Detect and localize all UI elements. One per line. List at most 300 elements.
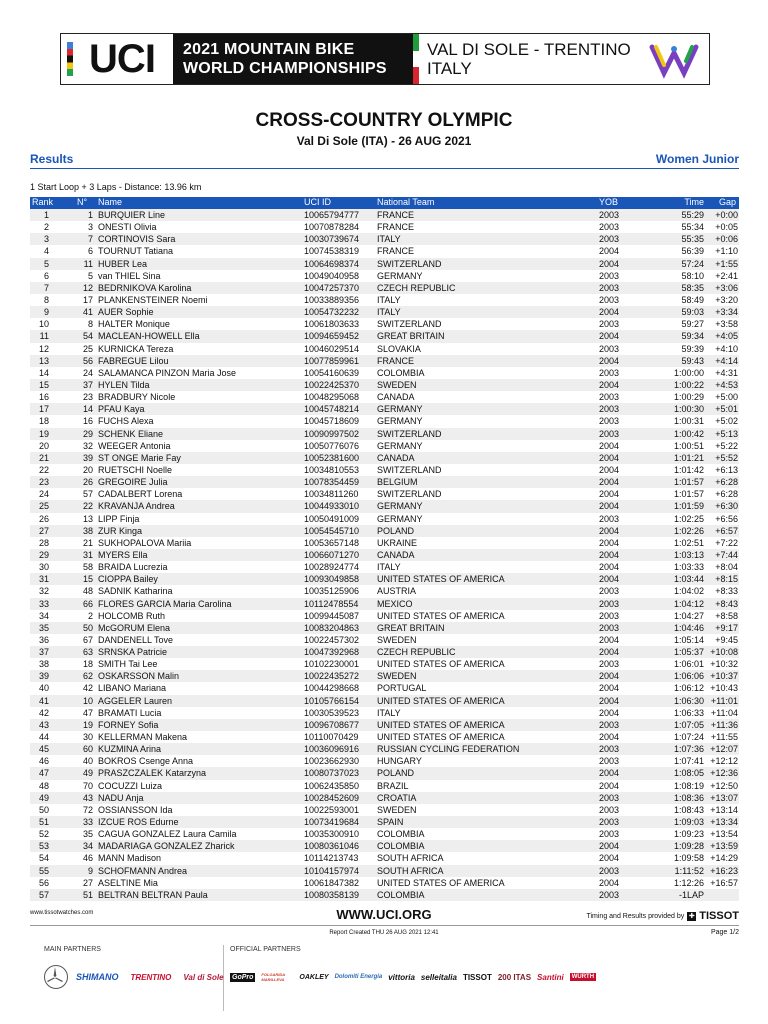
cell-yob: 2004 — [599, 647, 620, 658]
cell-yob: 2004 — [599, 562, 620, 573]
cell-time: 59:27 — [681, 319, 704, 330]
main-partners-logos — [44, 962, 236, 992]
cell-rank: 11 — [39, 331, 49, 342]
cell-name: CADALBERT Lorena — [98, 489, 183, 500]
venue-line-2: ITALY — [427, 59, 472, 78]
cell-name: SUKHOPALOVA Mariia — [98, 537, 192, 548]
table-row — [30, 415, 739, 427]
cell-yob: 2003 — [599, 744, 620, 755]
cell-uci: 10114213743 — [304, 853, 359, 864]
cell-bib: 23 — [82, 392, 93, 403]
table-row — [30, 500, 739, 512]
cell-uci: 10078354459 — [304, 477, 360, 488]
cell-name: GREGOIRE Julia — [98, 477, 168, 488]
cell-nat: GERMANY — [377, 270, 423, 281]
cell-gap: +10:43 — [710, 683, 738, 694]
cell-rank: 12 — [38, 343, 49, 354]
cell-name: ASELTINE Mia — [98, 877, 158, 888]
cell-uci: 10077859961 — [304, 355, 360, 366]
tissot-site[interactable]: www.tissotwatches.com — [30, 910, 94, 916]
cell-bib: 60 — [82, 744, 93, 755]
cell-nat: CZECH REPUBLIC — [377, 647, 456, 658]
table-row — [30, 755, 739, 767]
cell-name: BRAMATI Lucia — [98, 707, 162, 718]
cell-uci: 10096708677 — [304, 719, 360, 730]
cell-bib: 9 — [87, 865, 93, 876]
tissot-logo-icon: ✚ — [688, 912, 695, 920]
cell-time: 55:35 — [681, 234, 704, 245]
cell-gap: +12:12 — [710, 756, 738, 767]
cell-nat: HUNGARY — [377, 756, 422, 767]
cell-gap: +13:54 — [710, 829, 738, 840]
cell-nat: AUSTRIA — [377, 586, 417, 597]
cell-name: TOURNUT Tatiana — [98, 246, 174, 257]
val-di-sole-logo-icon — [639, 34, 709, 84]
cell-gap: +8:04 — [715, 562, 738, 573]
cell-name: MADARIAGA GONZALEZ Zharick — [98, 841, 235, 852]
cell-rank: 22 — [38, 464, 49, 475]
official-partners-label: OFFICIAL PARTNERS — [230, 946, 301, 953]
cell-gap: +6:28 — [715, 477, 738, 488]
cell-gap: +8:58 — [715, 610, 738, 621]
cell-rank: 2 — [43, 222, 49, 233]
table-row — [30, 318, 739, 330]
table-row — [30, 306, 739, 318]
cell-time: 59:03 — [681, 307, 704, 318]
cell-uci: 10022425370 — [304, 379, 360, 390]
cell-bib: 31 — [82, 549, 93, 560]
cell-name: SCHENK Eliane — [98, 428, 164, 439]
cell-uci: 10034811260 — [304, 489, 359, 500]
venue-line-1: VAL DI SOLE - TRENTINO — [427, 40, 631, 59]
cell-yob: 2003 — [599, 319, 620, 330]
cell-bib: 24 — [82, 367, 93, 378]
cell-rank: 44 — [38, 732, 49, 743]
cell-time: 1:07:05 — [673, 719, 704, 730]
cell-name: MANN Madison — [98, 853, 162, 864]
cell-name: OSKARSSON Malin — [98, 671, 180, 682]
cell-gap: +11:55 — [710, 732, 738, 743]
cell-time: 1:00:30 — [673, 404, 704, 415]
header-divider — [30, 168, 739, 169]
cell-rank: 20 — [38, 440, 49, 451]
cell-gap: +4:10 — [715, 343, 738, 354]
cell-time: 1:12:26 — [673, 877, 704, 888]
cell-uci: 10045718609 — [304, 416, 360, 427]
cell-rank: 6 — [43, 270, 49, 281]
timing-credit — [586, 910, 739, 922]
col-bib-header: N° — [77, 197, 88, 207]
section-results-label: Results — [30, 152, 74, 166]
table-row — [30, 707, 739, 719]
col-gap-header: Gap — [718, 197, 736, 207]
table-row — [30, 682, 739, 694]
partner-off-9: Santini — [537, 972, 564, 982]
footer-divider — [30, 925, 739, 926]
cell-bib: 11 — [83, 258, 93, 269]
cell-name: MYERS Ella — [98, 549, 148, 560]
cell-name: KRAVANJA Andrea — [98, 501, 175, 512]
cell-gap: +6:57 — [715, 525, 738, 536]
cell-rank: 50 — [38, 804, 49, 815]
cell-bib: 25 — [82, 343, 93, 354]
table-row — [30, 816, 739, 828]
cell-time: 1:04:02 — [673, 586, 704, 597]
cell-gap: +13:59 — [710, 841, 738, 852]
cell-yob: 2004 — [599, 853, 620, 864]
cell-name: IZCUE ROS Edurne — [98, 817, 179, 828]
table-row — [30, 804, 739, 816]
table-row — [30, 537, 739, 549]
cell-uci: 10048295068 — [304, 392, 360, 403]
table-row — [30, 513, 739, 525]
cell-name: KUZMINA Arina — [98, 744, 162, 755]
cell-rank: 31 — [38, 574, 49, 585]
cell-gap: +0:06 — [715, 234, 738, 245]
cell-rank: 13 — [38, 355, 49, 366]
cell-gap: +4:53 — [715, 379, 738, 390]
cell-time: 1:01:57 — [673, 477, 704, 488]
cell-nat: COLOMBIA — [377, 841, 425, 852]
cell-rank: 18 — [38, 416, 49, 427]
cell-rank: 34 — [38, 610, 49, 621]
cell-gap: +7:22 — [715, 537, 738, 548]
cell-gap: +0:00 — [715, 210, 738, 220]
cell-bib: 62 — [82, 671, 93, 682]
cell-yob: 2004 — [599, 440, 620, 451]
cell-yob: 2003 — [599, 234, 620, 245]
cell-rank: 43 — [38, 719, 49, 730]
table-row — [30, 658, 739, 670]
cell-yob: 2003 — [599, 294, 620, 305]
cell-rank: 46 — [38, 756, 49, 767]
cell-yob: 2004 — [599, 537, 620, 548]
cell-rank: 47 — [38, 768, 49, 779]
cell-nat: UNITED STATES OF AMERICA — [377, 659, 505, 670]
table-row — [30, 464, 739, 476]
cell-rank: 7 — [43, 282, 49, 293]
cell-name: WEEGER Antonia — [98, 440, 171, 451]
cell-yob: 2004 — [599, 477, 620, 488]
cell-name: CORTINOVIS Sara — [98, 234, 176, 245]
cell-bib: 14 — [82, 404, 93, 415]
cell-uci: 10054545710 — [304, 525, 360, 536]
cell-nat: SWITZERLAND — [377, 428, 442, 439]
cell-nat: ITALY — [377, 234, 401, 245]
table-row — [30, 743, 739, 755]
report-created: Report Created THU 26 AUG 2021 12:41 — [329, 930, 439, 936]
cell-name: CAGUA GONZALEZ Laura Camila — [98, 829, 237, 840]
cell-name: McGORUM Elena — [98, 622, 171, 633]
table-row — [30, 865, 739, 877]
cell-time: 1:00:29 — [673, 392, 704, 403]
cell-name: BRADBURY Nicole — [98, 392, 176, 403]
cell-nat: MEXICO — [377, 598, 413, 609]
cell-bib: 56 — [82, 355, 93, 366]
cell-rank: 16 — [38, 392, 49, 403]
cell-rank: 14 — [38, 367, 49, 378]
table-row — [30, 877, 739, 889]
cell-yob: 2004 — [599, 246, 620, 257]
table-row — [30, 343, 739, 355]
cell-rank: 36 — [38, 634, 49, 645]
cell-uci: 10050491009 — [304, 513, 360, 524]
cell-gap: +6:13 — [715, 464, 738, 475]
cell-rank: 25 — [38, 501, 49, 512]
cell-yob: 2003 — [599, 817, 620, 828]
cell-bib: 6 — [87, 246, 93, 257]
cell-gap: +11:36 — [710, 719, 738, 730]
cell-bib: 18 — [82, 659, 93, 670]
cell-name: HOLCOMB Ruth — [98, 610, 166, 621]
cell-name: PLANKENSTEINER Noemi — [98, 294, 208, 305]
cell-name: BRAIDA Lucrezia — [98, 562, 168, 573]
cell-time: 1:00:22 — [673, 379, 704, 390]
cell-name: HALTER Monique — [98, 319, 170, 330]
cell-name: SCHOFMANN Andrea — [98, 865, 188, 876]
header-banner — [60, 33, 710, 85]
cell-uci: 10094659452 — [304, 331, 360, 342]
cell-uci: 10022435272 — [304, 671, 360, 682]
table-row — [30, 634, 739, 646]
cell-yob: 2003 — [599, 222, 620, 233]
cell-nat: SOUTH AFRICA — [377, 865, 444, 876]
cell-bib: 37 — [82, 379, 93, 390]
table-row — [30, 367, 739, 379]
col-uci-header: UCI ID — [304, 197, 331, 207]
cell-gap: +0:05 — [715, 222, 738, 233]
cell-time: -1LAP — [678, 889, 704, 900]
table-row — [30, 428, 739, 440]
cell-gap: +2:41 — [715, 270, 738, 281]
cell-time: 1:03:44 — [673, 574, 704, 585]
cell-yob: 2004 — [599, 355, 620, 366]
cell-bib: 19 — [82, 719, 93, 730]
table-row — [30, 355, 739, 367]
cell-uci: 10080358139 — [304, 889, 360, 900]
cell-yob: 2003 — [599, 865, 620, 876]
table-row — [30, 840, 739, 852]
cell-uci: 10052381600 — [304, 452, 360, 463]
cell-rank: 38 — [38, 659, 49, 670]
cell-time: 1:06:30 — [673, 695, 704, 706]
cell-nat: FRANCE — [377, 222, 415, 233]
table-row — [30, 792, 739, 804]
cell-gap: +13:07 — [710, 792, 738, 803]
partner-off-5: vittoria — [388, 972, 415, 982]
event-line-2: WORLD CHAMPIONSHIPS — [183, 60, 387, 77]
cell-bib: 17 — [82, 294, 93, 305]
table-row — [30, 476, 739, 488]
cell-gap: +10:08 — [710, 647, 738, 658]
cell-bib: 50 — [82, 622, 93, 633]
cell-nat: SLOVAKIA — [377, 343, 421, 354]
cell-yob: 2003 — [599, 610, 620, 621]
cell-bib: 21 — [82, 537, 93, 548]
cell-name: FORNEY Sofia — [98, 719, 159, 730]
cell-time: 1:08:43 — [673, 804, 704, 815]
table-row — [30, 573, 739, 585]
table-row — [30, 488, 739, 500]
cell-gap: +3:34 — [715, 307, 738, 318]
cell-rank: 15 — [38, 379, 49, 390]
cell-nat: POLAND — [377, 768, 415, 779]
cell-time: 1:07:24 — [673, 732, 704, 743]
cell-nat: GREAT BRITAIN — [377, 331, 445, 342]
cell-rank: 1 — [43, 210, 49, 220]
cell-name: AGGELER Lauren — [98, 695, 173, 706]
partner-off-1: GoPro — [232, 973, 254, 981]
cell-nat: SWEDEN — [377, 634, 417, 645]
cell-time: 1:04:46 — [673, 622, 704, 633]
cell-uci: 10102230001 — [304, 659, 360, 670]
cell-time: 59:34 — [681, 331, 704, 342]
cell-nat: CANADA — [377, 549, 415, 560]
partner-off-3: OAKLEY — [299, 973, 329, 981]
cell-name: HYLEN Tilda — [98, 379, 150, 390]
cell-time: 1:03:13 — [673, 549, 704, 560]
cell-time: 58:35 — [681, 282, 704, 293]
cell-uci: 10099445087 — [304, 610, 360, 621]
cell-uci: 10022593001 — [304, 804, 360, 815]
cell-uci: 10112478554 — [304, 598, 359, 609]
cell-rank: 26 — [38, 513, 49, 524]
category-label: Women Junior — [655, 152, 739, 166]
cell-name: ZUR Kinga — [98, 525, 143, 536]
col-time-header: Time — [684, 197, 704, 207]
cell-bib: 47 — [82, 707, 93, 718]
cell-time: 1:02:51 — [673, 537, 704, 548]
cell-gap: +8:33 — [715, 586, 738, 597]
cell-name: FABREGUE Lilou — [98, 355, 169, 366]
cell-gap: +3:58 — [715, 319, 738, 330]
cell-name: AUER Sophie — [98, 307, 154, 318]
uci-website[interactable]: WWW.UCI.ORG — [336, 907, 432, 922]
table-row — [30, 622, 739, 634]
cell-bib: 35 — [82, 829, 93, 840]
cell-yob: 2003 — [599, 343, 620, 354]
cell-nat: CANADA — [377, 452, 415, 463]
cell-yob: 2004 — [599, 464, 620, 475]
cell-gap: +12:50 — [710, 780, 738, 791]
cell-time: 1:06:06 — [673, 671, 704, 682]
cell-bib: 33 — [82, 817, 93, 828]
cell-time: 1:02:26 — [673, 525, 704, 536]
cell-gap: +4:05 — [715, 331, 738, 342]
cell-uci: 10047392968 — [304, 647, 360, 658]
cell-time: 1:01:57 — [673, 489, 704, 500]
cell-gap: +5:22 — [715, 440, 738, 451]
cell-bib: 34 — [82, 841, 93, 852]
cell-nat: ITALY — [377, 307, 401, 318]
cell-bib: 27 — [82, 877, 93, 888]
table-row — [30, 828, 739, 840]
cell-rank: 48 — [38, 780, 49, 791]
cell-uci: 10065794777 — [304, 210, 360, 220]
timing-text: Timing and Results provided by — [586, 912, 685, 920]
cell-nat: UNITED STATES OF AMERICA — [377, 574, 505, 585]
cell-yob: 2004 — [599, 732, 620, 743]
cell-rank: 5 — [43, 258, 49, 269]
col-nat-header: National Team — [377, 197, 435, 207]
cell-nat: POLAND — [377, 525, 415, 536]
cell-name: COCUZZI Luiza — [98, 780, 163, 791]
cell-gap: +5:00 — [715, 392, 738, 403]
partner-main-3: TRENTINO — [130, 972, 172, 982]
cell-gap: +12:07 — [710, 744, 738, 755]
table-row — [30, 379, 739, 391]
cell-bib: 29 — [82, 428, 93, 439]
cell-time: 55:29 — [681, 210, 704, 220]
cell-time: 59:39 — [681, 343, 704, 354]
cell-gap: +5:02 — [715, 416, 738, 427]
cell-nat: SWITZERLAND — [377, 464, 442, 475]
cell-yob: 2004 — [599, 452, 620, 463]
cell-uci: 10030739674 — [304, 234, 360, 245]
cell-time: 1:09:23 — [673, 829, 704, 840]
cell-time: 55:34 — [681, 222, 704, 233]
cell-nat: UNITED STATES OF AMERICA — [377, 719, 505, 730]
cell-uci: 10104157974 — [304, 865, 360, 876]
cell-time: 1:07:41 — [673, 756, 704, 767]
cell-gap: +13:34 — [710, 817, 738, 828]
table-row — [30, 452, 739, 464]
cell-rank: 49 — [38, 792, 49, 803]
table-row — [30, 525, 739, 537]
cell-nat: SWITZERLAND — [377, 319, 442, 330]
cell-uci: 10035300910 — [304, 829, 360, 840]
cell-yob: 2004 — [599, 525, 620, 536]
cell-bib: 63 — [82, 647, 93, 658]
cell-bib: 38 — [82, 525, 93, 536]
cell-rank: 35 — [38, 622, 49, 633]
cell-time: 1:01:21 — [673, 452, 704, 463]
cell-bib: 41 — [82, 307, 93, 318]
cell-name: NADU Anja — [98, 792, 144, 803]
cell-gap: +5:01 — [715, 404, 738, 415]
cell-yob: 2003 — [599, 804, 620, 815]
cell-nat: RUSSIAN CYCLING FEDERATION — [377, 744, 520, 755]
cell-gap: +6:30 — [715, 501, 738, 512]
cell-nat: ITALY — [377, 562, 401, 573]
cell-uci: 10090997502 — [304, 428, 360, 439]
cell-rank: 54 — [38, 853, 49, 864]
event-name-block — [173, 34, 413, 84]
cell-gap: +4:14 — [715, 355, 738, 366]
cell-yob: 2003 — [599, 622, 620, 633]
cell-uci: 10105766154 — [304, 695, 360, 706]
cell-time: 1:09:03 — [673, 817, 704, 828]
cell-rank: 8 — [43, 294, 49, 305]
cell-gap: +13:14 — [710, 804, 738, 815]
cell-gap: +5:52 — [715, 452, 738, 463]
cell-time: 1:03:33 — [673, 562, 704, 573]
cell-name: LIPP Finja — [98, 513, 140, 524]
cell-time: 58:10 — [681, 270, 704, 281]
cell-time: 1:04:12 — [673, 598, 704, 609]
table-row — [30, 549, 739, 561]
cell-gap: +10:32 — [710, 659, 738, 670]
cell-time: 58:49 — [681, 294, 704, 305]
cell-nat: ITALY — [377, 294, 401, 305]
cell-name: FLORES GARCIA Maria Carolina — [98, 598, 232, 609]
cell-rank: 10 — [38, 319, 49, 330]
cell-yob: 2004 — [599, 877, 620, 888]
partner-off-4: Dolomiti Energia — [334, 974, 383, 980]
cell-bib: 49 — [82, 768, 93, 779]
cell-gap: +11:01 — [710, 695, 738, 706]
cell-uci: 10054732232 — [304, 307, 360, 318]
